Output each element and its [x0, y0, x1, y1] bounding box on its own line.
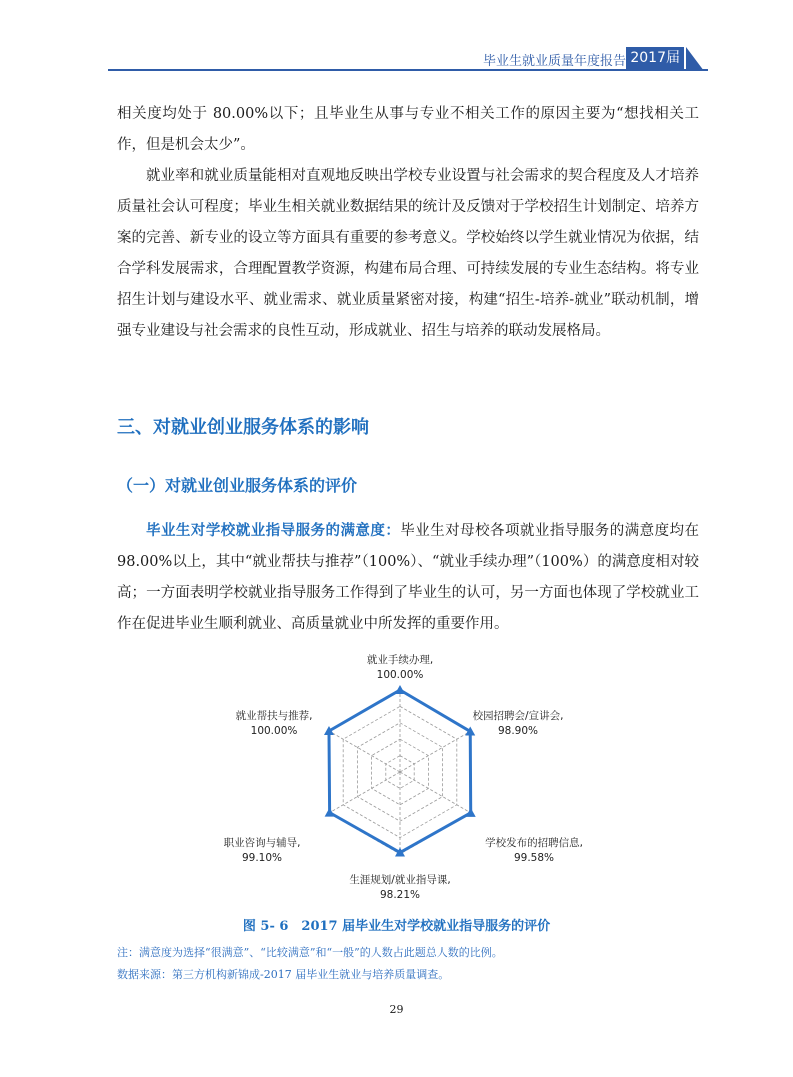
- paragraph-employment-quality: 就业率和就业质量能相对直观地反映出学校专业设置与社会需求的契合程度及人才培养质量社会认可程度；毕业生相关就业数据结果的统计及反馈对于学校招生计划制定、培养方案的完善、新专业的设立等方面具有重要的参考意义。学校始终以学生就业情况为依据，结合学科发展需求，合理配置教学资源，构建布局合理、可持续发展的专业生态结构。将专业招生计划与建设水平、就业需求、就业质量紧密对接，构建“招生-培养-就业”联动机制，增强专业建设与社会需求的良性互动，形成就业、招生与培养的联动发展格局。: [117, 168, 699, 339]
- radar-spoke: [400, 731, 471, 772]
- subsection-heading: （一）对就业创业服务体系的评价: [117, 476, 358, 495]
- paragraph-relevance: 相关度均处于 80.00%以下；且毕业生从事与专业不相关工作的原因主要为“想找相关工作，但是机会太少”。: [117, 106, 699, 153]
- radar-value-label: 99.58%: [513, 852, 555, 864]
- page-number: 29: [389, 1003, 404, 1016]
- figure-note: 注：满意度为选择“很满意”、“比较满意”和“一般”的人数占此题总人数的比例。: [117, 946, 503, 959]
- figure-caption: 图 5- 6 2017 届毕业生对学校就业指导服务的评价: [242, 919, 551, 934]
- report-title: 毕业生就业质量年度报告: [482, 54, 626, 69]
- radar-value-label: 100.00%: [376, 669, 424, 681]
- paragraph-satisfaction: [117, 515, 699, 640]
- radar-value-label: 98.21%: [379, 889, 421, 901]
- radar-value-label: 98.90%: [497, 725, 539, 737]
- radar-spoke: [400, 772, 471, 813]
- radar-point-marker: [395, 685, 405, 694]
- radar-spoke: [329, 772, 400, 813]
- radar-point-marker: [325, 808, 335, 817]
- radar-value-label: 99.10%: [241, 852, 283, 864]
- radar-category-label: 职业咨询与辅导,: [223, 837, 301, 849]
- radar-category-label: 生涯规划/就业指导课,: [349, 874, 451, 886]
- section-heading: 三、对就业创业服务体系的影响: [117, 417, 369, 438]
- radar-category-label: 就业帮扶与推荐,: [235, 710, 313, 722]
- radar-category-label: 学校发布的招聘信息,: [485, 837, 583, 849]
- radar-chart-svg: [200, 645, 600, 910]
- header-rule: [108, 69, 708, 71]
- page-header: [108, 40, 708, 78]
- radar-point-marker: [466, 808, 476, 817]
- radar-category-label: 就业手续办理,: [366, 654, 434, 666]
- radar-category-label: 校园招聘会/宣讲会,: [472, 710, 564, 722]
- paragraph-lead: 毕业生对学校就业指导服务的满意度：: [146, 522, 401, 539]
- radar-value-label: 100.00%: [250, 725, 298, 737]
- data-source-note: 数据来源：第三方机构新锦成-2017 届毕业生就业与培养质量调查。: [117, 968, 450, 981]
- radar-spoke: [329, 731, 400, 772]
- paragraph-satisfaction-text: 毕业生对母校各项就业指导服务的满意度均在 98.00%以上，其中“就业帮扶与推荐”（100%）、“就业手续办理”（100%）的满意度相对较高；一方面表明学校就业指导服务工作得到了毕业生的认可，另一方面也体现了学校就业工作在促进毕业生顺利就业、高质量就业中所发挥的重要作用。: [117, 523, 700, 632]
- report-year-badge: 2017届: [626, 47, 684, 69]
- radar-chart: [200, 645, 600, 910]
- header-triangle-decoration: [686, 47, 704, 71]
